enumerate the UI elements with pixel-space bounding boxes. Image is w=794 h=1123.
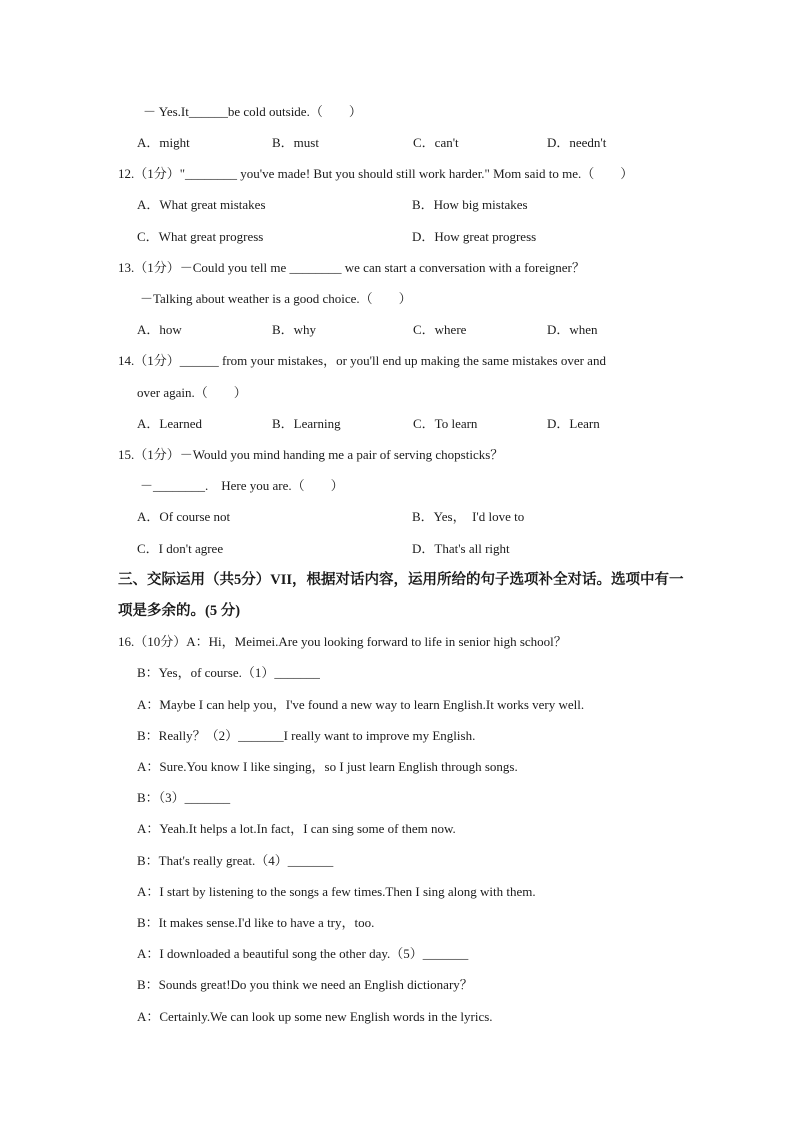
q15-option-b: B．Yes， I'd love to <box>412 509 525 524</box>
q11-option-c: C．can't <box>413 135 459 150</box>
q15-option-d: D．That's all right <box>412 541 510 556</box>
dialogue-line: B：Yes，of course.（1）_______ <box>137 665 320 680</box>
q13-response: －Talking about weather is a good choice.（ ） <box>140 291 412 306</box>
q14-stem-cont: over again.（ ） <box>137 385 247 400</box>
q15-stem: 15.（1分）－Would you mind handing me a pair of serving chopsticks？ <box>118 447 504 462</box>
q13-option-c: C．where <box>413 322 467 337</box>
q15-option-a: A．Of course not <box>137 509 231 524</box>
q14-stem: 14.（1分）______ from your mistakes，or you'll end up making the same mistakes over and <box>118 353 606 368</box>
dialogue-line: A：Certainly.We can look up some new English words in the lyrics. <box>137 1009 493 1024</box>
dialogue-line: A：Yeah.It helps a lot.In fact，I can sing some of them now. <box>137 821 456 836</box>
dialogue-line: A：I downloaded a beautiful song the other day.（5）_______ <box>137 946 469 961</box>
q16-intro: 16.（10分）A：Hi，Meimei.Are you looking forward to life in senior high school？ <box>118 634 567 649</box>
q15-response: －________. Here you are.（ ） <box>140 478 344 493</box>
q12-option-d: D．How great progress <box>412 229 537 244</box>
dialogue-line: B：That's really great.（4）_______ <box>137 853 334 868</box>
q14-option-d: D．Learn <box>547 416 600 431</box>
dialogue-line: B：（3）_______ <box>137 790 231 805</box>
q11-option-a: A．might <box>137 135 190 150</box>
dialogue-line: A：I start by listening to the songs a few times.Then I sing along with them. <box>137 884 536 899</box>
dialogue-line: B：It makes sense.I'd like to have a try，too. <box>137 915 375 930</box>
q13-option-a: A．how <box>137 322 182 337</box>
q14-option-a: A．Learned <box>137 416 202 431</box>
section-heading: 三、交际运用（共5分）VII，根据对话内容，运用所给的句子选项补全对话。选项中有一 <box>118 572 684 588</box>
q14-option-b: B．Learning <box>272 416 341 431</box>
q11-option-b: B．must <box>272 135 319 150</box>
dialogue-line: A：Maybe I can help you，I've found a new way to learn English.It works very well. <box>137 697 585 712</box>
q14-option-c: C．To learn <box>413 416 478 431</box>
dialogue-line: B：Sounds great!Do you think we need an English dictionary？ <box>137 977 473 992</box>
q11-stem: － Yes.It______be cold outside.（ ） <box>143 104 362 119</box>
q12-option-a: A．What great mistakes <box>137 197 266 212</box>
q12-stem: 12.（1分）"________ you've made! But you should still work harder." Mom said to me.（ ） <box>118 166 634 181</box>
q15-option-c: C．I don't agree <box>137 541 224 556</box>
q13-stem: 13.（1分）－Could you tell me ________ we can start a conversation with a foreigner？ <box>118 260 585 275</box>
q12-option-b: B．How big mistakes <box>412 197 528 212</box>
q13-option-d: D．when <box>547 322 598 337</box>
q12-option-c: C．What great progress <box>137 229 264 244</box>
section-heading-cont: 项是多余的。(5 分) <box>118 603 241 619</box>
dialogue-line: B：Really？（2）_______I really want to improve my English. <box>137 728 476 743</box>
q11-option-d: D．needn't <box>547 135 607 150</box>
dialogue-line: A：Sure.You know I like singing，so I just learn English through songs. <box>137 759 518 774</box>
q13-option-b: B．why <box>272 322 317 337</box>
